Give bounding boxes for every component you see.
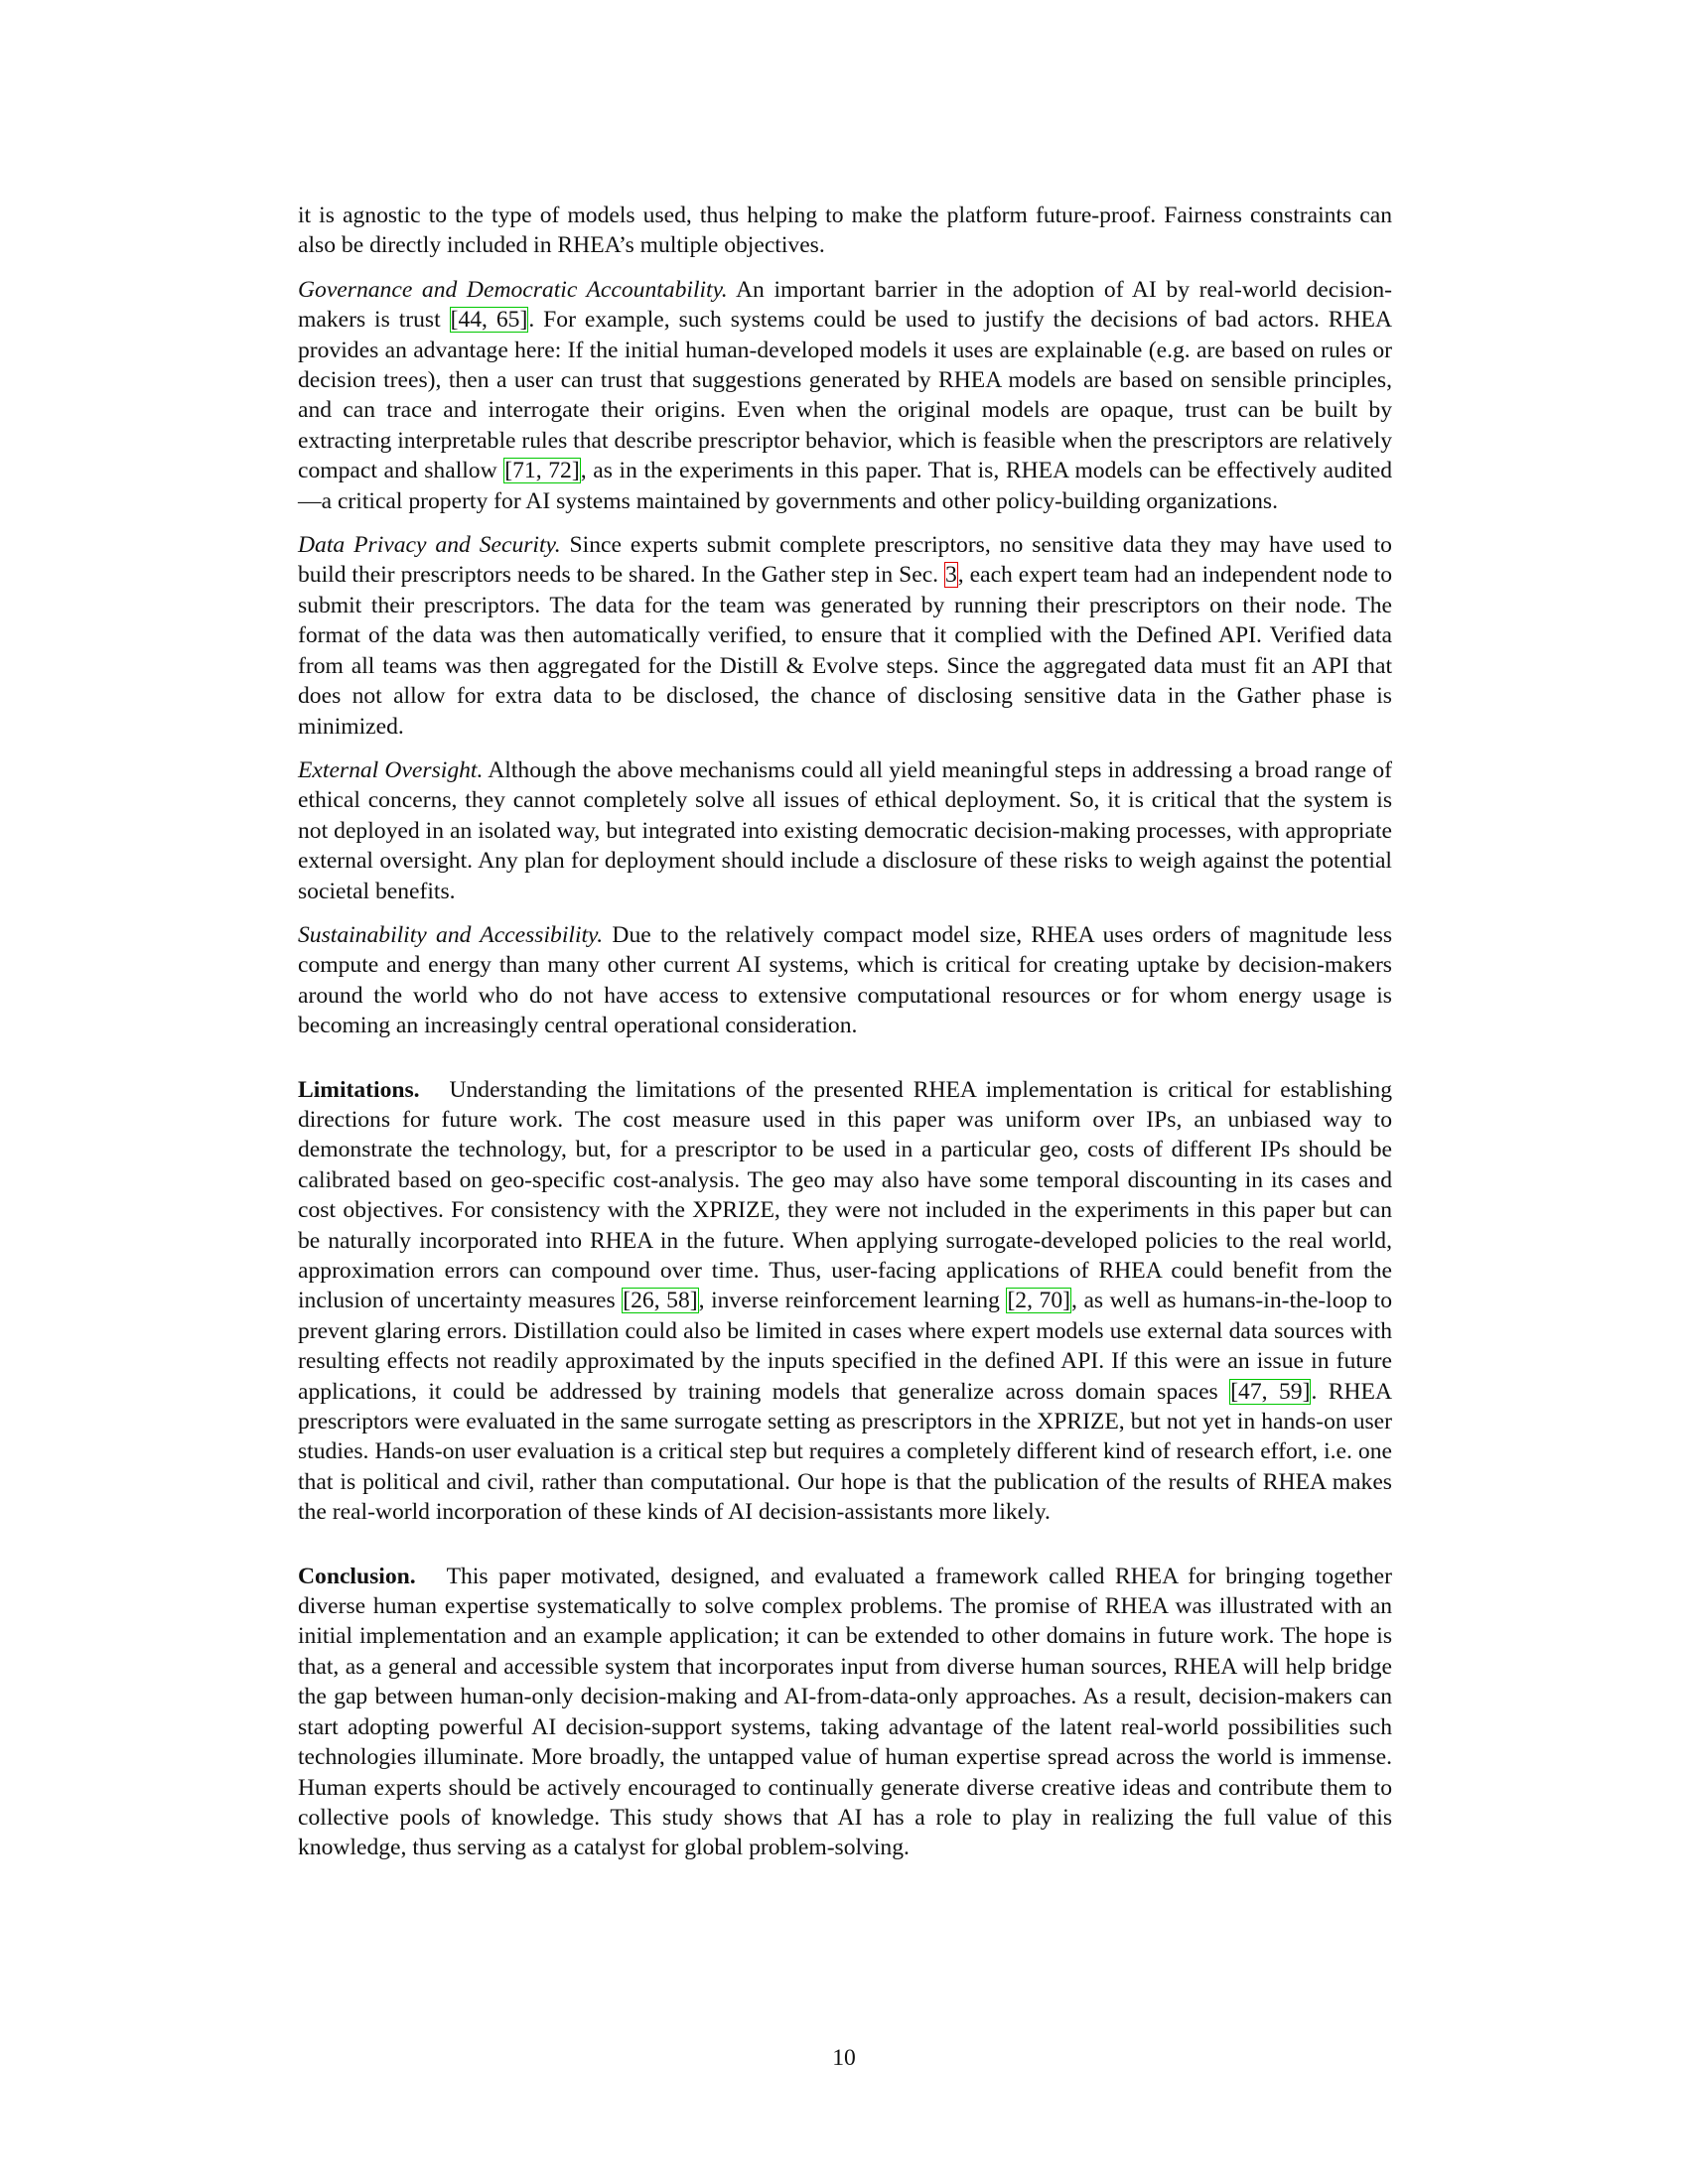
paragraph-text: This paper motivated, designed, and evaluated a framework called RHEA for bringing together diverse human expertise systematically to solve complex problems. The promise of RHEA was illustrated with an initial implementation and an example application; it can be extended to other domains in future work. The hope is that, as a general and accessible system that incorporates input from diverse human sources, RHEA will help bridge the gap between human-only decision-making and AI-from-data-only approaches. As a result, decision-makers can start adopting powerful AI decision-support systems, taking advantage of the latent real-world possibilities such technologies illuminate. More broadly, the untapped value of human expertise spread across the world is immense. Human experts should be actively encouraged to continually generate diverse creative ideas and contribute them to collective pools of knowledge. This study shows that AI has a role to play in realizing the full value of this knowledge, thus serving as a catalyst for global problem-solving. — [298, 1563, 1398, 1861]
citation-link[interactable]: [44, 65] — [450, 307, 528, 334]
paragraph-limitations — [298, 1075, 1398, 1528]
paragraph-text: . For example, such systems could be used to justify the decisions of bad actors. RHEA provides an advantage here: If the initial human-developed models it uses are explainable (e.g. are based on rules or decision trees), then a user can trust that suggestions generated by RHEA models are based on sensible principles, and can trace and interrogate their origins. Even when the original models are opaque, trust can be built by extracting interpretable rules that describe prescriptor behavior, which is feasible when the prescriptors are relatively compact and shallow — [298, 307, 1393, 484]
paragraph-external-oversight — [298, 755, 1392, 906]
paragraph-heading-data-privacy: Data Privacy and Security. — [298, 532, 561, 559]
paragraph-text: , each expert team had an independent node to submit their prescriptors. The data for the team was generated by running their prescriptors on their node. The format of the data was then automatically verified, to ensure that it complied with the Defined API. Verified data from all teams was then aggregated for the Distill & Evolve steps. Since the aggregated data must fit an API that does not allow for extra data to be disclosed, the chance of disclosing sensitive data in the Gather phase is minimized. — [298, 562, 1392, 740]
citation-link[interactable]: [2, 70] — [1007, 1288, 1071, 1314]
paragraph-text: Although the above mechanisms could all yield meaningful steps in addressing a broad range of ethical concerns, they cannot completely solve all issues of ethical deployment. So, it is critical that the system is not deployed in an isolated way, but integrated into existing democratic decision-making processes, with appropriate external oversight. Any plan for deployment should include a disclosure of these risks to weigh against the potential societal benefits. — [298, 756, 1392, 904]
paragraph-text: An important barrier in the adoption of AI by real-world decision-makers is trust — [298, 276, 1392, 334]
paragraph-sustainability — [298, 920, 1392, 1041]
paragraph-text: it is agnostic to the type of models used, thus helping to make the platform future-proof. Fairness constraints can also be directly included in RHEA’s multiple objectives. — [298, 203, 1392, 259]
paragraph-heading-limitations: Limitations. — [298, 1076, 420, 1103]
paragraph-fairness-continuation — [298, 201, 1392, 261]
paragraph-text: Since experts submit complete prescriptors, no sensitive data they may have used to build their prescriptors needs to be shared. In the Gather step in Sec. — [298, 532, 1392, 589]
paragraph-heading-governance: Governance and Democratic Accountability. — [298, 276, 728, 303]
paragraph-text: , as well as humans-in-the-loop to prevent glaring errors. Distillation could also be limited in cases where expert models use external data sources with resulting effects not readily approximated by the inputs specified in the defined API. If this were an issue in future applications, it could be addressed by training models that generalize across domain spaces — [298, 1288, 1393, 1405]
paragraph-text: . RHEA prescriptors were evaluated in the same surrogate setting as prescriptors in the XPRIZE, but not yet in hands-on user studies. Hands-on user evaluation is a critical step but requires a completely different kind of research effort, i.e. one that is political and civil, rather than computational. Our hope is that the publication of the results of RHEA makes the real-world incorporation of these kinds of AI decision-assistants more likely. — [298, 1378, 1393, 1526]
paragraph-text: , inverse reinforcement learning — [698, 1288, 1007, 1314]
citation-link[interactable]: [26, 58] — [623, 1288, 698, 1314]
paragraph-heading-external-oversight: External Oversight. — [298, 756, 484, 783]
page-number: 10 — [832, 2045, 856, 2071]
paragraph-heading-sustainability: Sustainability and Accessibility. — [298, 921, 604, 948]
paragraph-text: Due to the relatively compact model size, RHEA uses orders of magnitude less compute and energy than many other current AI systems, which is critical for creating uptake by decision-makers around the world who do not have access to extensive computational resources or for whom energy usage is becoming an increasingly central operational consideration. — [298, 921, 1392, 1039]
paragraph-text: , as in the experiments in this paper. That is, RHEA models can be effectively audited—a critical property for AI systems maintained by governments and other policy-building organizations. — [298, 458, 1393, 514]
section-reference-link[interactable]: 3 — [945, 562, 957, 589]
citation-link[interactable]: [47, 59] — [1230, 1378, 1311, 1405]
paragraph-conclusion — [298, 1562, 1398, 1863]
paragraph-heading-conclusion: Conclusion. — [298, 1563, 416, 1589]
paragraph-text: Understanding the limitations of the presented RHEA implementation is critical for establishing directions for future work. The cost measure used in this paper was uniform over IPs, an unbiased way to demonstrate the technology, but, for a prescriptor to be used in a particular geo, costs of different IPs should be calibrated based on geo-specific cost-analysis. The geo may also have some temporal discounting in its cases and cost objectives. For consistency with the XPRIZE, they were not included in the experiments in this paper but can be naturally incorporated into RHEA in the future. When applying surrogate-developed policies to the real world, approximation errors can compound over time. Thus, user-facing applications of RHEA could benefit from the inclusion of uncertainty measures — [298, 1076, 1398, 1314]
citation-link[interactable]: [71, 72] — [504, 458, 580, 484]
paragraph-governance — [298, 275, 1392, 516]
paragraph-data-privacy — [298, 530, 1392, 742]
paper-page — [298, 201, 1398, 1877]
